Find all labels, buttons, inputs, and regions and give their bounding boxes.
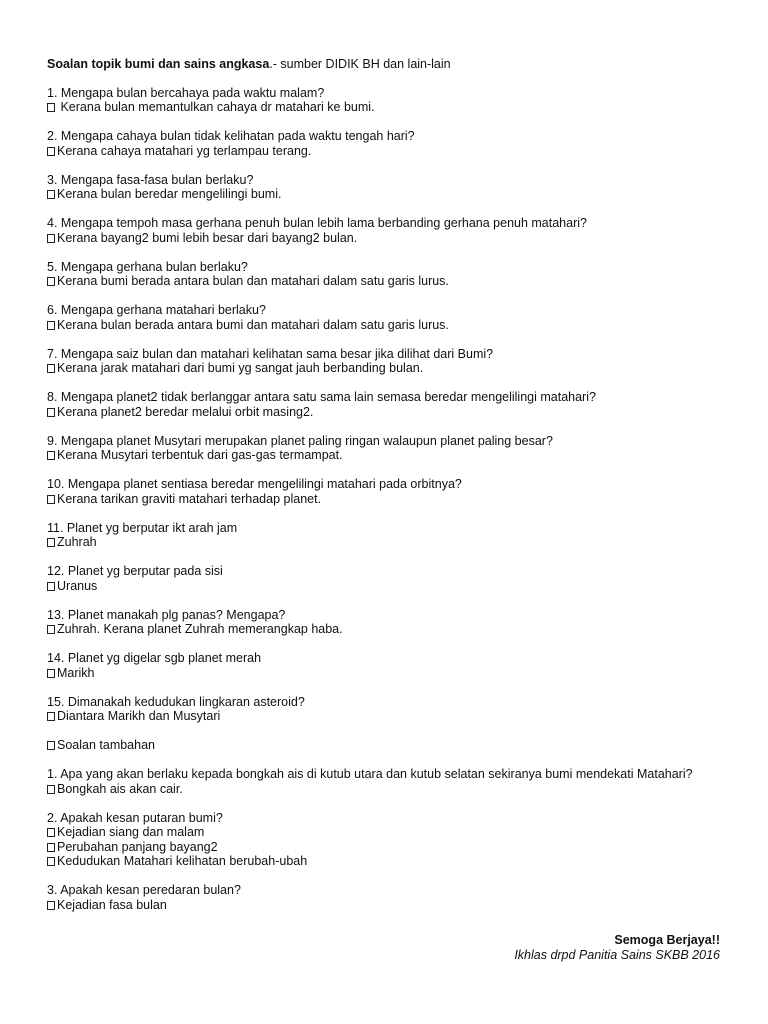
checkbox-glyph-icon	[47, 364, 55, 373]
answer-text: Kerana planet2 beredar melalui orbit masing2.	[57, 404, 314, 419]
checkbox-glyph-icon	[47, 741, 55, 750]
question-block	[47, 608, 727, 637]
question-block	[47, 811, 727, 869]
question-text: 10. Mengapa planet sentiasa beredar mengelilingi matahari pada orbitnya?	[47, 477, 462, 491]
question-block	[47, 477, 727, 506]
checkbox-glyph-icon	[47, 857, 55, 866]
answer-text: Uranus	[57, 578, 98, 593]
checkbox-glyph-icon	[47, 451, 55, 460]
question-block	[47, 390, 727, 419]
question-text: 13. Planet manakah plg panas? Mengapa?	[47, 607, 286, 622]
question-text: 8. Mengapa planet2 tidak berlanggar antara satu sama lain semasa beredar mengelilingi matahari?	[47, 390, 596, 404]
question-block	[47, 303, 727, 332]
question-text: 3. Mengapa fasa-fasa bulan berlaku?	[47, 172, 254, 187]
answer-line	[47, 492, 727, 507]
answer-text: Kerana cahaya matahari yg terlampau terang.	[57, 143, 312, 158]
answer-text: Kerana bulan berada antara bumi dan matahari dalam satu garis lurus.	[57, 317, 449, 332]
question-text: 12. Planet yg berputar pada sisi	[47, 564, 223, 578]
footer	[514, 933, 720, 962]
checkbox-glyph-icon	[47, 538, 55, 547]
answer-line	[47, 898, 727, 913]
checkbox-glyph-icon	[47, 828, 55, 837]
answer-text: Kerana Musytari terbentuk dari gas-gas termampat.	[57, 448, 343, 462]
answer-text: Marikh	[57, 665, 95, 680]
question-text: 15. Dimanakah kedudukan lingkaran asteroid?	[47, 694, 305, 709]
answer-line	[47, 274, 727, 289]
answer-text: Kejadian fasa bulan	[57, 897, 167, 912]
checkbox-glyph-icon	[47, 901, 55, 910]
answer-line	[47, 405, 727, 420]
question-block	[47, 260, 727, 289]
question-text: 9. Mengapa planet Musytari merupakan planet paling ringan walaupun planet paling besar?	[47, 433, 553, 448]
footer-credit: Ikhlas drpd Panitia Sains SKBB 2016	[514, 947, 720, 962]
question-text: 3. Apakah kesan peredaran bulan?	[47, 883, 241, 897]
checkbox-glyph-icon	[47, 785, 55, 794]
checkbox-glyph-icon	[47, 669, 55, 678]
answer-text: Kerana bulan memantulkan cahaya dr matahari ke bumi.	[57, 100, 375, 114]
document-page	[47, 57, 727, 927]
question-text: 11. Planet yg berputar ikt arah jam	[47, 520, 238, 535]
footer-greeting: Semoga Berjaya!!	[614, 933, 720, 947]
answer-line	[47, 100, 727, 115]
question-text: 1. Mengapa bulan bercahaya pada waktu malam?	[47, 85, 325, 100]
document-title	[47, 57, 727, 72]
answer-line	[47, 709, 727, 724]
extra-question-list	[47, 767, 727, 912]
answer-line	[47, 840, 727, 855]
answer-line	[47, 361, 727, 376]
answer-line	[47, 622, 727, 637]
answer-text: Kerana bumi berada antara bulan dan matahari dalam satu garis lurus.	[57, 274, 449, 288]
question-text: 7. Mengapa saiz bulan dan matahari kelihatan sama besar jika dilihat dari Bumi?	[47, 346, 494, 361]
checkbox-glyph-icon	[47, 582, 55, 591]
answer-line	[47, 854, 727, 869]
title-source-text: .- sumber DIDIK BH dan lain-lain	[269, 57, 451, 71]
question-block	[47, 173, 727, 202]
question-block	[47, 564, 727, 593]
question-text: 4. Mengapa tempoh masa gerhana penuh bulan lebih lama berbanding gerhana penuh matahari?	[47, 216, 587, 230]
question-block	[47, 883, 727, 912]
question-list	[47, 86, 727, 724]
checkbox-glyph-icon	[47, 408, 55, 417]
question-block	[47, 695, 727, 724]
checkbox-glyph-icon	[47, 625, 55, 634]
answer-line	[47, 535, 727, 550]
answer-text: Perubahan panjang bayang2	[57, 839, 218, 854]
answer-text: Diantara Marikh dan Musytari	[57, 709, 221, 723]
answer-line	[47, 187, 727, 202]
answer-line	[47, 782, 727, 797]
checkbox-glyph-icon	[47, 190, 55, 199]
question-block	[47, 347, 727, 376]
answer-line	[47, 144, 727, 159]
question-text: 6. Mengapa gerhana matahari berlaku?	[47, 303, 266, 317]
extra-heading-text: Soalan tambahan	[57, 738, 155, 752]
answer-text: Kerana bayang2 bumi lebih besar dari bayang2 bulan.	[57, 230, 358, 245]
checkbox-glyph-icon	[47, 103, 55, 112]
question-block	[47, 129, 727, 158]
answer-line	[47, 666, 727, 681]
question-text: 5. Mengapa gerhana bulan berlaku?	[47, 259, 248, 274]
question-block	[47, 434, 727, 463]
question-block	[47, 767, 727, 796]
answer-text: Zuhrah. Kerana planet Zuhrah memerangkap haba.	[57, 622, 343, 636]
answer-text: Kerana bulan beredar mengelilingi bumi.	[57, 187, 282, 201]
question-text: 1. Apa yang akan berlaku kepada bongkah ais di kutub utara dan kutub selatan sekiranya bumi mendekati Matahari?	[47, 767, 693, 781]
answer-text: Kedudukan Matahari kelihatan berubah-ubah	[57, 854, 308, 868]
checkbox-glyph-icon	[47, 712, 55, 721]
checkbox-glyph-icon	[47, 321, 55, 330]
checkbox-glyph-icon	[47, 495, 55, 504]
answer-text: Kerana tarikan graviti matahari terhadap planet.	[57, 491, 322, 506]
question-block	[47, 521, 727, 550]
answer-text: Kerana jarak matahari dari bumi yg sangat jauh berbanding bulan.	[57, 361, 424, 375]
answer-line	[47, 825, 727, 840]
question-block	[47, 651, 727, 680]
answer-line	[47, 231, 727, 246]
answer-text: Bongkah ais akan cair.	[57, 781, 183, 796]
question-text: 2. Mengapa cahaya bulan tidak kelihatan pada waktu tengah hari?	[47, 129, 415, 143]
question-text: 14. Planet yg digelar sgb planet merah	[47, 651, 262, 665]
answer-text: Kejadian siang dan malam	[57, 825, 205, 839]
checkbox-glyph-icon	[47, 843, 55, 852]
question-block	[47, 216, 727, 245]
answer-text: Zuhrah	[57, 535, 97, 549]
checkbox-glyph-icon	[47, 277, 55, 286]
answer-line	[47, 318, 727, 333]
extra-section-heading	[47, 738, 727, 753]
checkbox-glyph-icon	[47, 234, 55, 243]
question-block	[47, 86, 727, 115]
answer-line	[47, 448, 727, 463]
title-bold-text: Soalan topik bumi dan sains angkasa	[47, 57, 270, 71]
answer-line	[47, 579, 727, 594]
checkbox-glyph-icon	[47, 147, 55, 156]
question-text: 2. Apakah kesan putaran bumi?	[47, 810, 223, 825]
